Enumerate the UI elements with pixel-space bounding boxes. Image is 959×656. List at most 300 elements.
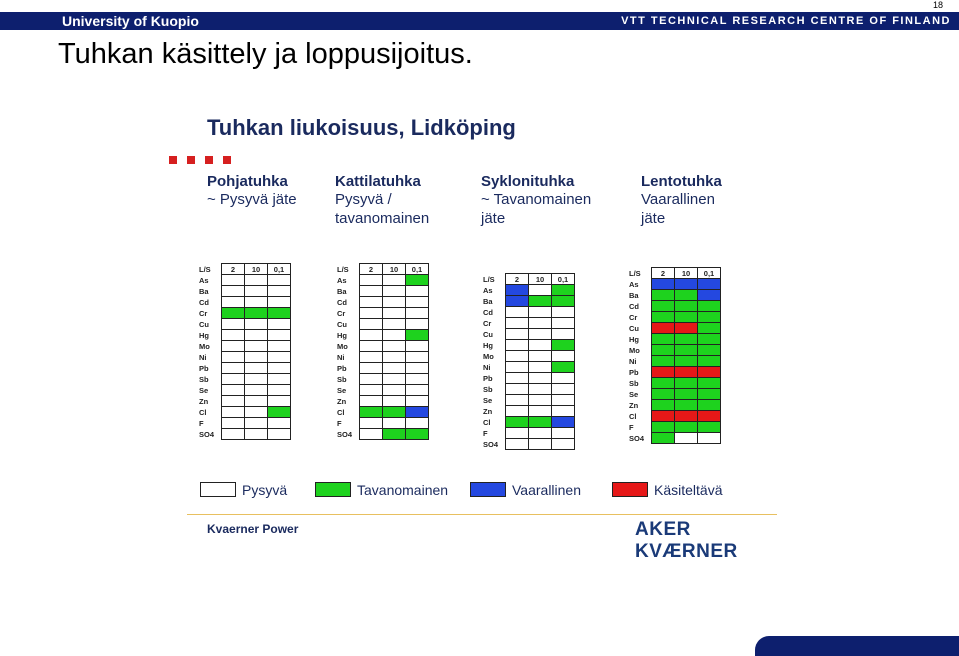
grid-cell bbox=[652, 378, 675, 389]
grid-cell bbox=[268, 330, 291, 341]
legend-swatch bbox=[470, 482, 506, 497]
table-row bbox=[629, 301, 721, 312]
grid-cell bbox=[552, 373, 575, 384]
element-label: F bbox=[483, 428, 488, 438]
grid-cell bbox=[552, 351, 575, 362]
table-row bbox=[199, 341, 291, 352]
table-row bbox=[199, 319, 291, 330]
grid-cell bbox=[222, 363, 245, 374]
grid-cell bbox=[222, 396, 245, 407]
grid-cell bbox=[698, 356, 721, 367]
table-row bbox=[199, 396, 291, 407]
grid-cell bbox=[245, 407, 268, 418]
table-row bbox=[337, 418, 429, 429]
table-row bbox=[483, 384, 575, 395]
grid-cell bbox=[529, 329, 552, 340]
grid-cell bbox=[406, 297, 429, 308]
grid-cell bbox=[652, 323, 675, 334]
grid-cell bbox=[268, 407, 291, 418]
grid-cell bbox=[360, 363, 383, 374]
element-label: Zn bbox=[629, 400, 639, 410]
grid-cell bbox=[506, 285, 529, 296]
grid-cell bbox=[675, 279, 698, 290]
grid-cell bbox=[506, 362, 529, 373]
grid-cell bbox=[245, 363, 268, 374]
column-subtitle: jäte bbox=[481, 210, 506, 227]
legend-label: Vaarallinen bbox=[512, 481, 582, 498]
grid-cell bbox=[675, 422, 698, 433]
legend-item bbox=[315, 481, 448, 499]
element-label: Cl bbox=[629, 411, 637, 421]
grid-cell bbox=[506, 439, 529, 450]
grid-cell bbox=[406, 374, 429, 385]
table-row bbox=[483, 373, 575, 384]
grid-cell bbox=[222, 275, 245, 286]
grid-header-cell: 10 bbox=[675, 268, 698, 279]
grid-cell bbox=[222, 418, 245, 429]
grid-cell bbox=[360, 385, 383, 396]
element-label: SO4 bbox=[337, 429, 353, 439]
column-heading-3 bbox=[481, 173, 641, 228]
column-subtitle: tavanomainen bbox=[335, 210, 430, 227]
grid-cell bbox=[245, 374, 268, 385]
column-subtitle: Vaarallinen bbox=[641, 191, 715, 208]
grid-cell bbox=[222, 385, 245, 396]
grid-header-cell: 2 bbox=[222, 264, 245, 275]
element-label: Cd bbox=[337, 297, 347, 307]
element-label: Cl bbox=[199, 407, 207, 417]
table-row bbox=[337, 396, 429, 407]
grid-cell bbox=[552, 406, 575, 417]
table-row bbox=[483, 340, 575, 351]
grid-header-cell: 2 bbox=[506, 274, 529, 285]
grid-cell bbox=[698, 378, 721, 389]
table-row bbox=[483, 285, 575, 296]
table-row bbox=[629, 400, 721, 411]
table-row bbox=[629, 290, 721, 301]
grid-cell bbox=[383, 319, 406, 330]
grid-cell bbox=[406, 341, 429, 352]
grid-cell bbox=[222, 308, 245, 319]
grid-cell bbox=[506, 373, 529, 384]
element-label: As bbox=[337, 275, 347, 285]
table-row bbox=[483, 406, 575, 417]
grid-cell bbox=[406, 330, 429, 341]
grid-cell bbox=[698, 411, 721, 422]
element-label: Ba bbox=[483, 296, 493, 306]
table-row bbox=[483, 395, 575, 406]
grid-cell bbox=[268, 297, 291, 308]
grid-cell bbox=[383, 363, 406, 374]
element-label: Hg bbox=[199, 330, 209, 340]
element-label: Se bbox=[199, 385, 209, 395]
grid-cell bbox=[406, 407, 429, 418]
grid-cell bbox=[360, 352, 383, 363]
column-heading-4 bbox=[641, 173, 801, 228]
grid-cell bbox=[552, 439, 575, 450]
grid-cell bbox=[698, 422, 721, 433]
legend-label: Pysyvä bbox=[242, 481, 288, 498]
grid-cell bbox=[652, 400, 675, 411]
table-row bbox=[629, 378, 721, 389]
element-label: SO4 bbox=[629, 433, 645, 443]
grid-cell bbox=[360, 396, 383, 407]
grid-cell bbox=[383, 385, 406, 396]
grid-cell bbox=[675, 400, 698, 411]
grid-cell bbox=[222, 330, 245, 341]
grid-cell bbox=[529, 373, 552, 384]
grid-cell bbox=[652, 411, 675, 422]
grid-cell bbox=[529, 406, 552, 417]
grid-cell bbox=[268, 374, 291, 385]
corner-decoration bbox=[755, 636, 959, 656]
grid-cell bbox=[360, 407, 383, 418]
element-label: Cr bbox=[199, 308, 208, 318]
grid-cell bbox=[383, 308, 406, 319]
grid-cell bbox=[552, 417, 575, 428]
grid-cell bbox=[406, 396, 429, 407]
grid-cell bbox=[506, 340, 529, 351]
grid-cell bbox=[245, 341, 268, 352]
element-label: Ni bbox=[199, 352, 207, 362]
grid-cell bbox=[383, 374, 406, 385]
grid-cell bbox=[529, 362, 552, 373]
grid-cell bbox=[552, 395, 575, 406]
grid-cell bbox=[675, 389, 698, 400]
element-label: Hg bbox=[629, 334, 639, 344]
grid-cell bbox=[245, 418, 268, 429]
grid-cell bbox=[506, 428, 529, 439]
grid-cell bbox=[652, 356, 675, 367]
page-number: 18 bbox=[932, 0, 943, 10]
grid-cell bbox=[222, 352, 245, 363]
grid-1 bbox=[199, 263, 291, 440]
table-row bbox=[629, 411, 721, 422]
grid-2 bbox=[337, 263, 429, 440]
element-label: Sb bbox=[337, 374, 347, 384]
grid-cell bbox=[406, 385, 429, 396]
grid-cell bbox=[652, 301, 675, 312]
element-label: Cr bbox=[337, 308, 346, 318]
column-heading: Syklonituhka bbox=[481, 173, 575, 190]
grid-cell bbox=[245, 297, 268, 308]
grid-cell bbox=[675, 367, 698, 378]
grid-cell bbox=[245, 319, 268, 330]
grid-cell bbox=[383, 286, 406, 297]
element-label: Pb bbox=[337, 363, 347, 373]
grid-cell bbox=[552, 428, 575, 439]
table-row bbox=[337, 308, 429, 319]
table-row bbox=[199, 286, 291, 297]
footer-company: Kvaerner Power bbox=[207, 522, 299, 536]
grid-cell bbox=[506, 406, 529, 417]
table-row bbox=[629, 367, 721, 378]
grid-cell bbox=[506, 307, 529, 318]
table-row bbox=[629, 323, 721, 334]
grid-cell bbox=[552, 296, 575, 307]
grid-cell bbox=[698, 389, 721, 400]
element-label: Hg bbox=[483, 340, 493, 350]
grid-cell bbox=[552, 318, 575, 329]
grid-cell bbox=[383, 341, 406, 352]
grid-cell bbox=[529, 428, 552, 439]
grid-cell bbox=[552, 329, 575, 340]
element-label: Cr bbox=[629, 312, 638, 322]
element-label: As bbox=[199, 275, 209, 285]
element-label: Ba bbox=[199, 286, 209, 296]
grid-cell bbox=[652, 334, 675, 345]
element-label: Ba bbox=[629, 290, 639, 300]
element-label: Cl bbox=[483, 417, 491, 427]
element-label: Se bbox=[483, 395, 493, 405]
table-row bbox=[199, 275, 291, 286]
grid-cell bbox=[675, 334, 698, 345]
red-square-icon bbox=[223, 156, 231, 164]
element-label: Zn bbox=[199, 396, 209, 406]
table-row bbox=[483, 318, 575, 329]
grid-cell bbox=[383, 275, 406, 286]
grid-cell bbox=[222, 429, 245, 440]
grid-cell bbox=[406, 286, 429, 297]
grid-cell bbox=[675, 378, 698, 389]
grid-cell bbox=[245, 396, 268, 407]
grid-cell bbox=[268, 319, 291, 330]
table-row bbox=[629, 389, 721, 400]
grid-cell bbox=[652, 279, 675, 290]
element-label: Ni bbox=[629, 356, 637, 366]
grid-cell bbox=[245, 352, 268, 363]
decorative-squares bbox=[169, 151, 241, 169]
grid-cell bbox=[383, 429, 406, 440]
grid-cell bbox=[675, 301, 698, 312]
grid-cell bbox=[268, 363, 291, 374]
grid-cell bbox=[675, 312, 698, 323]
grid-cell bbox=[268, 418, 291, 429]
grid-cell bbox=[222, 297, 245, 308]
grid-cell bbox=[383, 297, 406, 308]
grid-cell bbox=[529, 395, 552, 406]
column-heading-2 bbox=[335, 173, 495, 228]
table-row bbox=[199, 407, 291, 418]
grid-cell bbox=[698, 323, 721, 334]
element-label: Pb bbox=[483, 373, 493, 383]
grid-cell bbox=[268, 352, 291, 363]
grid-cell bbox=[698, 312, 721, 323]
table-row bbox=[337, 363, 429, 374]
header-bar bbox=[0, 12, 959, 30]
element-label: F bbox=[629, 422, 634, 432]
header-left-text: University of Kuopio bbox=[62, 13, 199, 29]
grid-cell bbox=[652, 433, 675, 444]
element-label: Se bbox=[337, 385, 347, 395]
element-label: Cd bbox=[199, 297, 209, 307]
element-label: Ba bbox=[337, 286, 347, 296]
table-row bbox=[337, 286, 429, 297]
grid-cell bbox=[506, 296, 529, 307]
column-subtitle: ~ Tavanomainen bbox=[481, 191, 592, 208]
table-row bbox=[199, 429, 291, 440]
grid-cell bbox=[698, 290, 721, 301]
element-label: Pb bbox=[629, 367, 639, 377]
header-right-text: VTT TECHNICAL RESEARCH CENTRE OF FINLAND bbox=[621, 15, 951, 27]
grid-cell bbox=[552, 285, 575, 296]
table-row bbox=[483, 307, 575, 318]
grid-header-cell: 2 bbox=[360, 264, 383, 275]
grid-cell bbox=[698, 400, 721, 411]
grid-3 bbox=[483, 273, 575, 450]
table-row bbox=[483, 329, 575, 340]
column-heading: Kattilatuhka bbox=[335, 173, 421, 190]
grid-cell bbox=[406, 275, 429, 286]
element-label: Cu bbox=[483, 329, 493, 339]
grid-cell bbox=[529, 318, 552, 329]
grid-cell bbox=[529, 296, 552, 307]
grid-cell bbox=[245, 308, 268, 319]
element-label: Hg bbox=[337, 330, 347, 340]
element-label: Sb bbox=[483, 384, 493, 394]
grid-cell bbox=[360, 319, 383, 330]
grid-cell bbox=[245, 286, 268, 297]
element-label: Cd bbox=[629, 301, 639, 311]
table-row bbox=[629, 433, 721, 444]
grid-header-cell: 0,1 bbox=[698, 268, 721, 279]
legend-swatch bbox=[612, 482, 648, 497]
table-row bbox=[483, 362, 575, 373]
table-row bbox=[337, 385, 429, 396]
grid-cell bbox=[222, 286, 245, 297]
element-label: Cl bbox=[337, 407, 345, 417]
grid-cell bbox=[529, 439, 552, 450]
table-row bbox=[483, 351, 575, 362]
table-row bbox=[199, 352, 291, 363]
element-label: As bbox=[483, 285, 493, 295]
grid-cell bbox=[506, 395, 529, 406]
grid-cell bbox=[383, 407, 406, 418]
grid-header-cell: 0,1 bbox=[406, 264, 429, 275]
element-label: Cr bbox=[483, 318, 492, 328]
grid-cell bbox=[360, 330, 383, 341]
legend-item bbox=[470, 481, 581, 499]
grid-cell bbox=[360, 286, 383, 297]
red-square-icon bbox=[169, 156, 177, 164]
grid-header-cell: 10 bbox=[383, 264, 406, 275]
grid-header-cell: 0,1 bbox=[268, 264, 291, 275]
grid-cell bbox=[222, 341, 245, 352]
grid-4 bbox=[629, 267, 721, 444]
grid-cell bbox=[552, 362, 575, 373]
element-label: Pb bbox=[199, 363, 209, 373]
table-row bbox=[337, 429, 429, 440]
grid-cell bbox=[698, 367, 721, 378]
grid-cell bbox=[675, 433, 698, 444]
grid-header-cell: 0,1 bbox=[552, 274, 575, 285]
legend-label: Tavanomainen bbox=[357, 481, 449, 498]
grid-header-cell: 10 bbox=[529, 274, 552, 285]
element-label: Cu bbox=[629, 323, 639, 333]
element-label: Ni bbox=[483, 362, 491, 372]
table-row bbox=[629, 345, 721, 356]
grid-cell bbox=[406, 363, 429, 374]
grid-cell bbox=[698, 334, 721, 345]
column-subtitle: Pysyvä / bbox=[335, 191, 392, 208]
grid-cell bbox=[529, 307, 552, 318]
grid-cell bbox=[406, 429, 429, 440]
table-row bbox=[199, 374, 291, 385]
grid-cell bbox=[652, 422, 675, 433]
element-label: Ni bbox=[337, 352, 345, 362]
element-label: F bbox=[337, 418, 342, 428]
grid-cell bbox=[652, 290, 675, 301]
grid-cell bbox=[383, 396, 406, 407]
element-label: Sb bbox=[629, 378, 639, 388]
table-row bbox=[629, 312, 721, 323]
table-row bbox=[629, 334, 721, 345]
element-label: Mo bbox=[199, 341, 210, 351]
grid-cell bbox=[245, 429, 268, 440]
grid-header-cell: L/S bbox=[483, 274, 495, 284]
grid-cell bbox=[360, 297, 383, 308]
grid-cell bbox=[268, 308, 291, 319]
column-heading: Pohjatuhka bbox=[207, 173, 288, 190]
grid-cell bbox=[360, 429, 383, 440]
grid-cell bbox=[506, 329, 529, 340]
table-row bbox=[629, 279, 721, 290]
element-label: Cu bbox=[199, 319, 209, 329]
page-title: Tuhkan käsittely ja loppusijoitus. bbox=[58, 38, 473, 70]
legend-swatch bbox=[200, 482, 236, 497]
grid-cell bbox=[360, 308, 383, 319]
element-label: SO4 bbox=[483, 439, 499, 449]
legend-swatch bbox=[315, 482, 351, 497]
grid-cell bbox=[383, 418, 406, 429]
grid-cell bbox=[529, 340, 552, 351]
aker-kvaerner-logo: AKER KVÆRNER bbox=[635, 519, 738, 562]
table-row bbox=[337, 341, 429, 352]
element-label: Mo bbox=[483, 351, 494, 361]
element-label: Sb bbox=[199, 374, 209, 384]
footer-divider bbox=[187, 514, 777, 515]
grid-cell bbox=[652, 312, 675, 323]
legend-item bbox=[612, 481, 722, 499]
element-label: SO4 bbox=[199, 429, 215, 439]
slide-title: Tuhkan liukoisuus, Lidköping bbox=[207, 115, 516, 140]
grid-cell bbox=[698, 301, 721, 312]
grid-cell bbox=[529, 417, 552, 428]
table-row bbox=[483, 428, 575, 439]
table-row bbox=[199, 385, 291, 396]
legend-label: Käsiteltävä bbox=[654, 481, 723, 498]
grid-cell bbox=[222, 319, 245, 330]
table-row bbox=[337, 319, 429, 330]
element-label: Zn bbox=[483, 406, 493, 416]
table-row bbox=[199, 308, 291, 319]
grid-cell bbox=[406, 352, 429, 363]
table-row bbox=[337, 352, 429, 363]
grid-cell bbox=[222, 374, 245, 385]
grid-cell bbox=[552, 384, 575, 395]
grid-cell bbox=[222, 407, 245, 418]
table-row bbox=[199, 418, 291, 429]
slide-image bbox=[165, 105, 785, 562]
element-label: Mo bbox=[629, 345, 640, 355]
element-label: Cd bbox=[483, 307, 493, 317]
grid-cell bbox=[675, 290, 698, 301]
table-row bbox=[199, 297, 291, 308]
grid-cell bbox=[360, 275, 383, 286]
grid-cell bbox=[552, 307, 575, 318]
grid-cell bbox=[383, 352, 406, 363]
grid-cell bbox=[698, 433, 721, 444]
